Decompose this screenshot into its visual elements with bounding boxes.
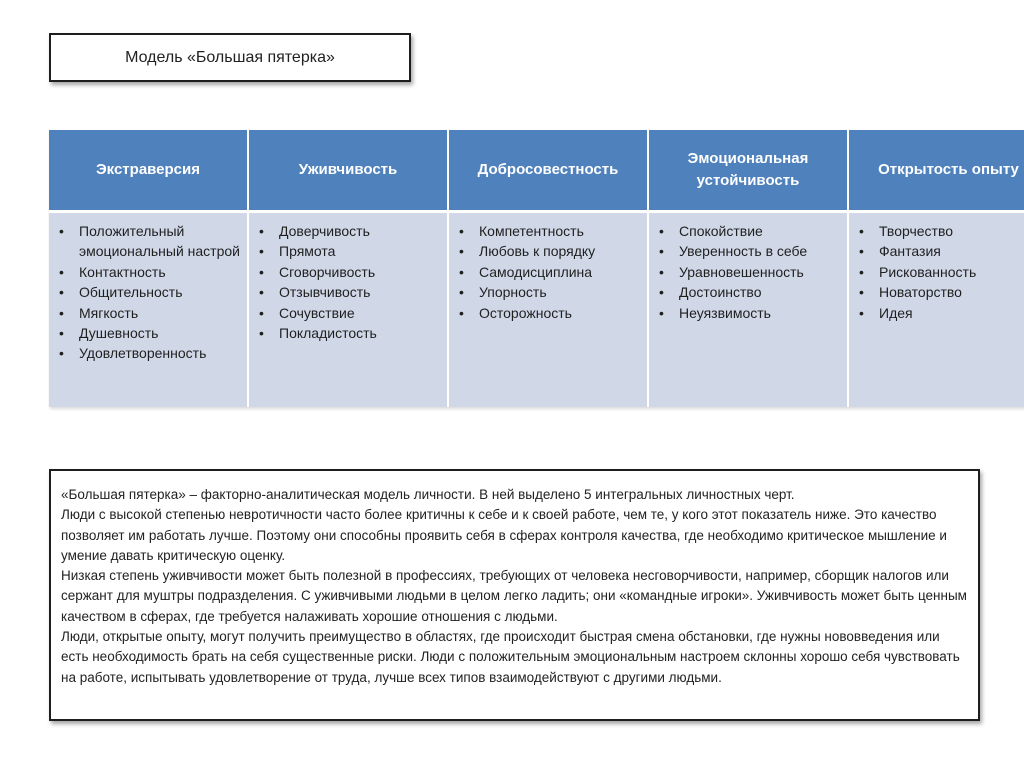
column-header-openness: Открытость опыту: [848, 130, 1024, 212]
big-five-table: [49, 130, 1024, 407]
list-item: • Положительный эмоциональный настрой: [57, 221, 241, 262]
trait-list: [857, 221, 1024, 323]
column-header-conscientiousness: Добросовестность: [448, 130, 648, 212]
list-item: • Прямота: [257, 241, 441, 261]
list-item: • Спокойствие: [657, 221, 841, 241]
list-item: • Доверчивость: [257, 221, 441, 241]
description-paragraph: «Большая пятерка» – факторно-аналитическая модель личности. В ней выделено 5 интегральных личностных черт.: [61, 487, 795, 502]
list-item: • Общительность: [57, 282, 241, 302]
column-header-emotional-stability: Эмоциональная устойчивость: [648, 130, 848, 212]
column-cell-agreeableness: [248, 212, 448, 408]
list-item: • Достоинство: [657, 282, 841, 302]
column-cell-emotional-stability: [648, 212, 848, 408]
column-header-agreeableness: Уживчивость: [248, 130, 448, 212]
trait-list: [57, 221, 241, 364]
list-item: • Упорность: [457, 282, 641, 302]
column-header-extraversion: Экстраверсия: [49, 130, 248, 212]
column-cell-conscientiousness: [448, 212, 648, 408]
column-cell-extraversion: [49, 212, 248, 408]
list-item: • Контактность: [57, 262, 241, 282]
slide-title: Модель «Большая пятерка»: [125, 48, 335, 66]
list-item: • Любовь к порядку: [457, 241, 641, 261]
list-item: • Удовлетворенность: [57, 343, 241, 363]
list-item: • Душевность: [57, 323, 241, 343]
list-item: • Сочувствие: [257, 303, 441, 323]
trait-list: [257, 221, 441, 343]
list-item: • Уравновешенность: [657, 262, 841, 282]
list-item: • Фантазия: [857, 241, 1024, 261]
list-item: • Самодисциплина: [457, 262, 641, 282]
trait-list: [457, 221, 641, 323]
list-item: • Новаторство: [857, 282, 1024, 302]
list-item: • Мягкость: [57, 303, 241, 323]
list-item: • Уверенность в себе: [657, 241, 841, 261]
table-header-row: [49, 130, 1024, 212]
list-item: • Неуязвимость: [657, 303, 841, 323]
description-paragraph: Люди, открытые опыту, могут получить преимущество в областях, где происходит быстрая смена обстановки, где нужны нововведения или есть необходимость брать на себя существенные риски. Люди с положительным эмоциональным настроем склонны хорошо себя чувствовать на работе, испытывать удовлетворение от труда, лучше всех типов взаимодействуют с другими людьми.: [61, 629, 960, 685]
description-paragraph: Люди с высокой степенью невротичности часто более критичны к себе и к своей работе, чем те, у кого этот показатель ниже. Это качество позволяет им работать лучше. Поэтому они способны проявить себя в сферах контроля качества, где необходимо критическое мышление и умение давать критическую оценку.: [61, 507, 947, 563]
list-item: • Рискованность: [857, 262, 1024, 282]
slide-title-box: [49, 33, 411, 82]
list-item: • Творчество: [857, 221, 1024, 241]
column-cell-openness: [848, 212, 1024, 408]
list-item: • Осторожность: [457, 303, 641, 323]
trait-list: [657, 221, 841, 323]
list-item: • Покладистость: [257, 323, 441, 343]
list-item: • Отзывчивость: [257, 282, 441, 302]
description-paragraph: Низкая степень уживчивости может быть полезной в профессиях, требующих от человека несговорчивости, например, сборщик налогов или сержант для муштры подразделения. С уживчивыми людьми в целом легко ладить; они «командные игроки». Уживчивость может быть ценным качеством в сферах, где требуется налаживать хорошие отношения с людьми.: [61, 568, 967, 624]
list-item: • Сговорчивость: [257, 262, 441, 282]
list-item: • Компетентность: [457, 221, 641, 241]
list-item: • Идея: [857, 303, 1024, 323]
table-body-row: [49, 212, 1024, 408]
description-box: [49, 469, 980, 721]
